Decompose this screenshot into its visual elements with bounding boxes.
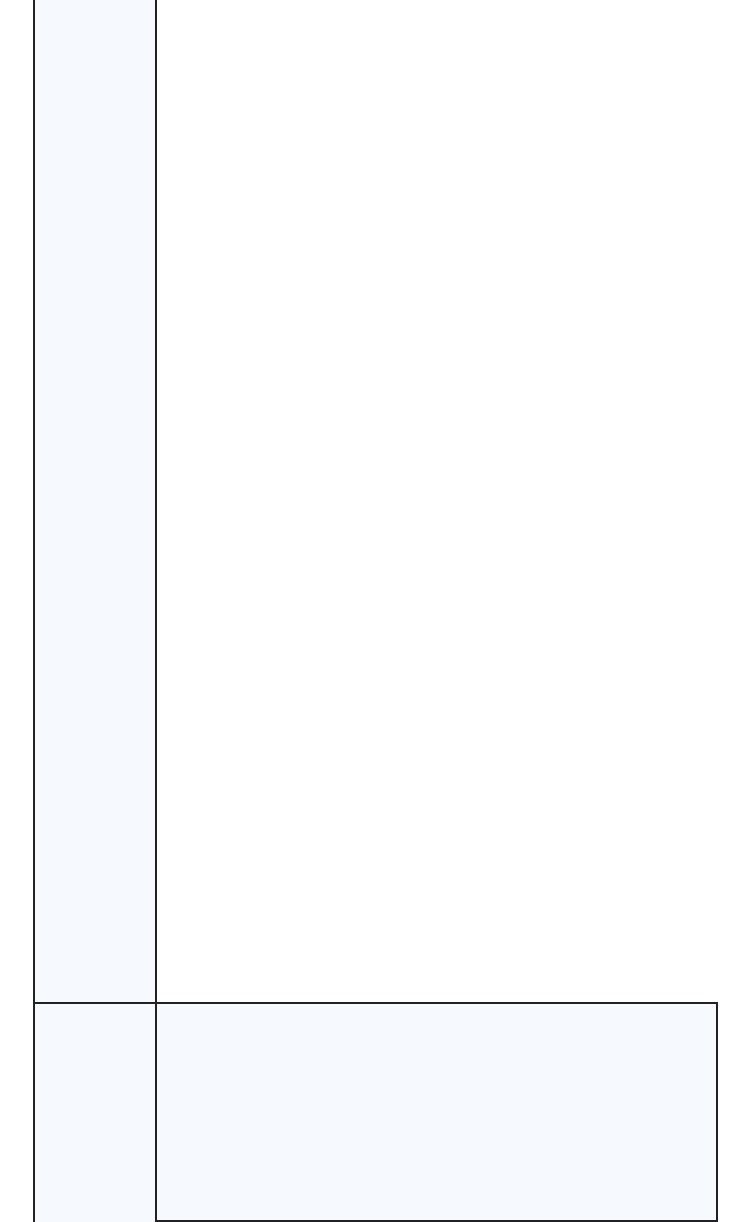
next-batch-date-cell: [33, 1002, 96, 1222]
batch-date-cell: [33, 0, 96, 1004]
next-product-description-cell: [155, 1002, 718, 1222]
next-hs-code-cell: [94, 1002, 157, 1222]
hs-code-cell: [94, 0, 157, 1004]
